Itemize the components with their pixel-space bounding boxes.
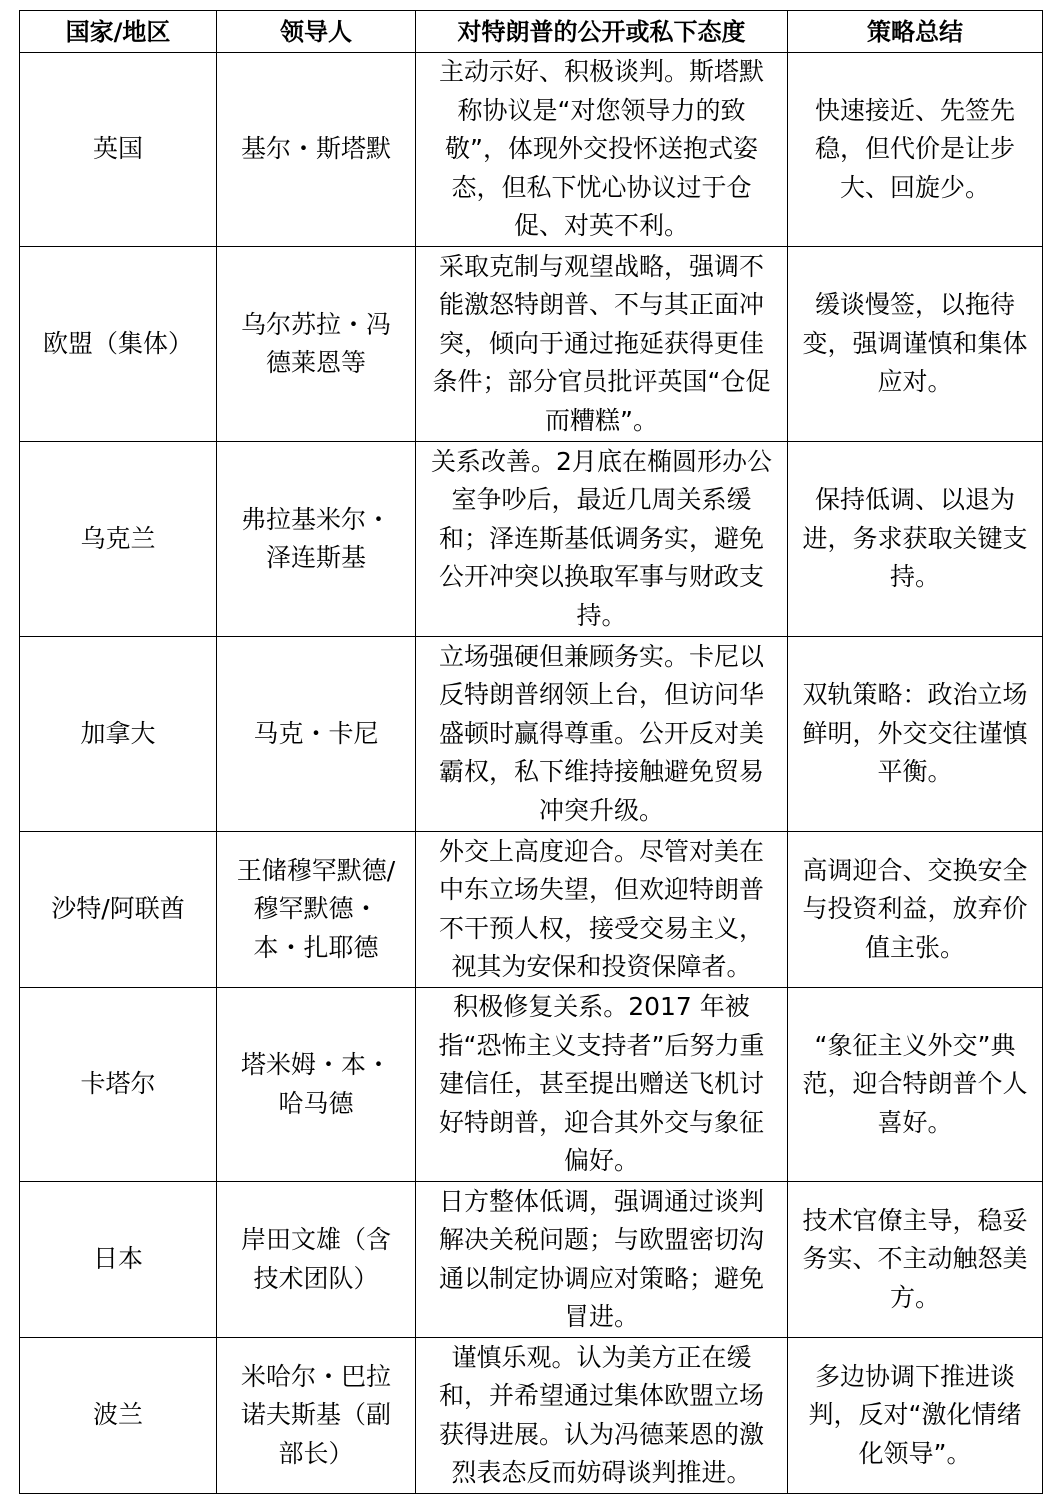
table-row — [20, 1182, 1043, 1338]
header-country: 国家/地区 — [20, 11, 217, 53]
strategy-cell: 保持低调、以退为进，务求获取关键支持。 — [788, 442, 1043, 637]
country-cell: 英国 — [20, 53, 217, 247]
leaders-attitude-table — [19, 10, 1043, 1494]
attitude-cell: 关系改善。2月底在椭圆形办公室争吵后，最近几周关系缓和；泽连斯基低调务实，避免公开冲突以换取军事与财政支持。 — [416, 442, 788, 637]
header-strategy: 策略总结 — [788, 11, 1043, 53]
country-cell: 欧盟（集体） — [20, 247, 217, 442]
attitude-cell: 日方整体低调，强调通过谈判解决关税问题；与欧盟密切沟通以制定协调应对策略；避免冒进。 — [416, 1182, 788, 1338]
strategy-cell: 缓谈慢签，以拖待变，强调谨慎和集体应对。 — [788, 247, 1043, 442]
country-cell: 乌克兰 — [20, 442, 217, 637]
header-attitude: 对特朗普的公开或私下态度 — [416, 11, 788, 53]
strategy-cell: 多边协调下推进谈判，反对“激化情绪化领导”。 — [788, 1338, 1043, 1494]
attitude-cell: 积极修复关系。2017 年被指“恐怖主义支持者”后努力重建信任，甚至提出赠送飞机讨好特朗普，迎合其外交与象征偏好。 — [416, 988, 788, 1182]
table-header-row — [20, 11, 1043, 53]
strategy-cell: 技术官僚主导，稳妥务实、不主动触怒美方。 — [788, 1182, 1043, 1338]
header-leader: 领导人 — [217, 11, 416, 53]
country-cell: 沙特/阿联酋 — [20, 832, 217, 988]
table-row — [20, 988, 1043, 1182]
attitude-cell: 立场强硬但兼顾务实。卡尼以反特朗普纲领上台，但访问华盛顿时赢得尊重。公开反对美霸权，私下维持接触避免贸易冲突升级。 — [416, 637, 788, 832]
strategy-cell: “象征主义外交”典范，迎合特朗普个人喜好。 — [788, 988, 1043, 1182]
leader-cell: 塔米姆・本・哈马德 — [217, 988, 416, 1182]
table-row — [20, 1338, 1043, 1494]
table-row — [20, 637, 1043, 832]
country-cell: 加拿大 — [20, 637, 217, 832]
table-row — [20, 832, 1043, 988]
strategy-cell: 双轨策略：政治立场鲜明，外交交往谨慎平衡。 — [788, 637, 1043, 832]
leader-cell: 岸田文雄（含技术团队） — [217, 1182, 416, 1338]
leader-cell: 乌尔苏拉・冯德莱恩等 — [217, 247, 416, 442]
leader-cell: 弗拉基米尔・泽连斯基 — [217, 442, 416, 637]
table-row — [20, 53, 1043, 247]
attitude-cell: 外交上高度迎合。尽管对美在中东立场失望，但欢迎特朗普不干预人权，接受交易主义，视其为安保和投资保障者。 — [416, 832, 788, 988]
leader-cell: 王储穆罕默德/穆罕默德・本・扎耶德 — [217, 832, 416, 988]
leader-cell: 基尔・斯塔默 — [217, 53, 416, 247]
country-cell: 日本 — [20, 1182, 217, 1338]
attitude-cell: 采取克制与观望战略，强调不能激怒特朗普、不与其正面冲突，倾向于通过拖延获得更佳条件；部分官员批评英国“仓促而糟糕”。 — [416, 247, 788, 442]
attitude-cell: 主动示好、积极谈判。斯塔默称协议是“对您领导力的致敬”，体现外交投怀送抱式姿态，但私下忧心协议过于仓促、对英不利。 — [416, 53, 788, 247]
table-row — [20, 247, 1043, 442]
table-row — [20, 442, 1043, 637]
leader-cell: 马克・卡尼 — [217, 637, 416, 832]
country-cell: 卡塔尔 — [20, 988, 217, 1182]
country-cell: 波兰 — [20, 1338, 217, 1494]
strategy-cell: 快速接近、先签先稳，但代价是让步大、回旋少。 — [788, 53, 1043, 247]
leader-cell: 米哈尔・巴拉诺夫斯基（副部长） — [217, 1338, 416, 1494]
strategy-cell: 高调迎合、交换安全与投资利益，放弃价值主张。 — [788, 832, 1043, 988]
attitude-cell: 谨慎乐观。认为美方正在缓和，并希望通过集体欧盟立场获得进展。认为冯德莱恩的激烈表态反而妨碍谈判推进。 — [416, 1338, 788, 1494]
